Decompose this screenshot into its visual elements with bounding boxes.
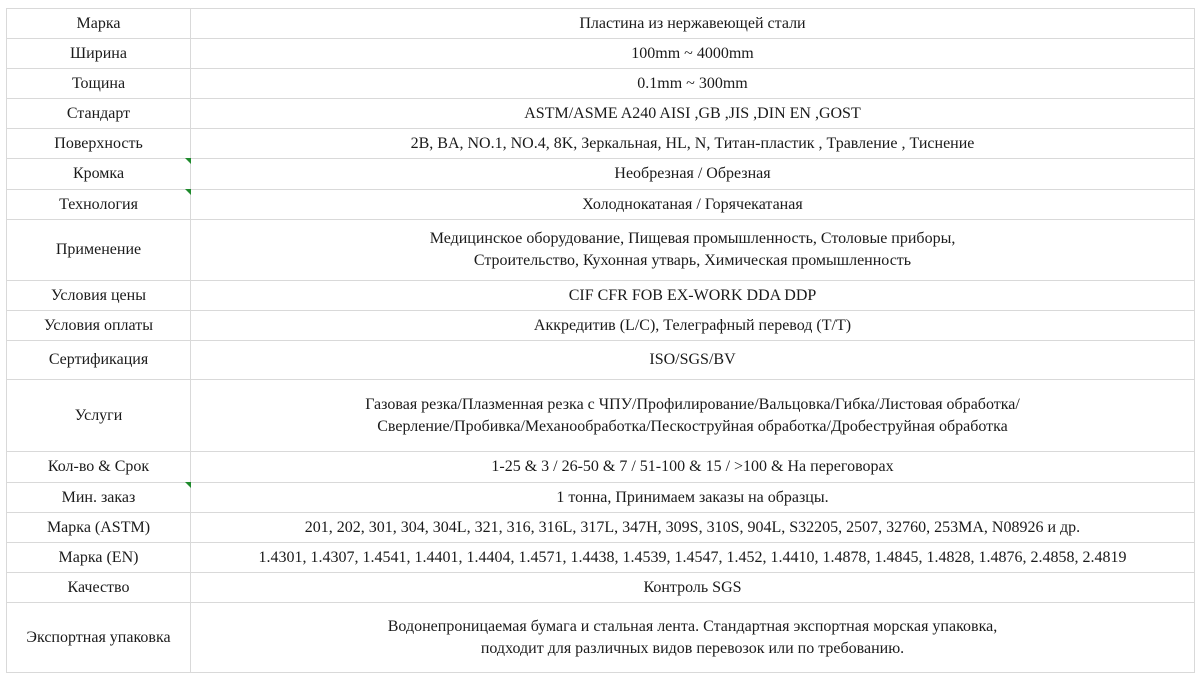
table-row	[7, 452, 1195, 483]
table-row	[7, 69, 1195, 99]
row-label: Ширина	[7, 39, 191, 69]
row-value	[191, 513, 1195, 543]
row-label: Применение	[7, 220, 191, 281]
row-label	[7, 483, 191, 513]
value-line: Строительство, Кухонная утварь, Химическая промышленность	[473, 252, 912, 269]
table-row	[7, 190, 1195, 220]
value-line: Газовая резка/Плазменная резка с ЧПУ/Профилирование/Вальцовка/Гибка/Листовая обработка/	[365, 395, 1020, 413]
row-label-text: Кромка	[72, 165, 125, 182]
row-label: Качество	[7, 573, 191, 603]
spec-table	[6, 8, 1195, 673]
value-line: Сверление/Пробивка/Механообработка/Пескоструйная обработка/Дробеструйная обработка	[377, 417, 1008, 435]
row-label-text: Мин. заказ	[61, 488, 136, 506]
row-value	[191, 483, 1195, 513]
value-line: 100mm ~ 4000mm	[631, 44, 754, 62]
row-value	[191, 9, 1195, 39]
row-value	[191, 543, 1195, 573]
value-line: 201, 202, 301, 304, 304L, 321, 316, 316L, 317L, 347H, 309S, 310S, 904L, S32205, 2507, 32760, 253MA, N08926 и др.	[304, 518, 1081, 536]
row-label: Кол-во & Срок	[7, 452, 191, 483]
row-value	[191, 341, 1195, 380]
table-row	[7, 129, 1195, 159]
value-line: Необрезная / Обрезная	[614, 165, 771, 182]
row-value	[191, 311, 1195, 341]
row-label-text: Технология	[59, 195, 138, 213]
table-row	[7, 483, 1195, 513]
table-row	[7, 39, 1195, 69]
value-line: 1.4301, 1.4307, 1.4541, 1.4401, 1.4404, 1.4571, 1.4438, 1.4539, 1.4547, 1.452, 1.4410, 1.4878, 1.4845, 1.4828, 1.4876, 2.4858, 2.4819	[258, 548, 1127, 566]
value-line: Холоднокатаная / Горячекатаная	[582, 195, 803, 213]
row-label: Условия оплаты	[7, 311, 191, 341]
table-row	[7, 311, 1195, 341]
row-value	[191, 69, 1195, 99]
row-label: Экспортная упаковка	[7, 603, 191, 673]
row-label: Поверхность	[7, 129, 191, 159]
value-line: 1 тонна, Принимаем заказы на образцы.	[556, 488, 829, 506]
value-line: ASTM/ASME A240 AISI ,GB ,JIS ,DIN EN ,GOST	[524, 104, 861, 122]
table-row	[7, 99, 1195, 129]
row-label	[7, 159, 191, 190]
row-value	[191, 159, 1195, 190]
table-row	[7, 159, 1195, 190]
value-line: 2B, BA, NO.1, NO.4, 8K, Зеркальная, HL, N, Титан-пластик , Травление , Тиснение	[410, 134, 975, 152]
value-line: Водонепроницаемая бумага и стальная лента. Стандартная экспортная морская упаковка,	[387, 617, 998, 635]
table-row	[7, 603, 1195, 673]
row-value	[191, 220, 1195, 281]
table-row	[7, 220, 1195, 281]
value-line: Медицинское оборудование, Пищевая промышленность, Столовые приборы,	[429, 230, 956, 247]
table-row	[7, 573, 1195, 603]
row-value	[191, 39, 1195, 69]
value-line: Пластина из нержавеющей стали	[579, 14, 806, 32]
table-row	[7, 543, 1195, 573]
row-label: Услуги	[7, 380, 191, 452]
row-value	[191, 281, 1195, 311]
table-row	[7, 513, 1195, 543]
value-line: подходит для различных видов перевозок или по требованию.	[480, 639, 905, 657]
value-line: CIF CFR FOB EX-WORK DDA DDP	[568, 286, 817, 304]
table-row	[7, 281, 1195, 311]
row-label: Марка (ASTM)	[7, 513, 191, 543]
row-value	[191, 99, 1195, 129]
row-value	[191, 603, 1195, 673]
row-label: Марка (EN)	[7, 543, 191, 573]
row-value	[191, 573, 1195, 603]
row-value	[191, 190, 1195, 220]
table-row	[7, 341, 1195, 380]
row-value	[191, 380, 1195, 452]
row-label	[7, 190, 191, 220]
row-label: Тощина	[7, 69, 191, 99]
table-row	[7, 9, 1195, 39]
row-label: Стандарт	[7, 99, 191, 129]
value-line: ISO/SGS/BV	[649, 351, 736, 368]
value-line: Контроль SGS	[643, 578, 742, 596]
row-label: Сертификация	[7, 341, 191, 380]
table-row	[7, 380, 1195, 452]
value-line: 1-25 & 3 / 26-50 & 7 / 51-100 & 15 / >100 & На переговорах	[491, 458, 894, 475]
row-label: Марка	[7, 9, 191, 39]
row-value	[191, 129, 1195, 159]
row-value	[191, 452, 1195, 483]
value-line: 0.1mm ~ 300mm	[637, 74, 748, 92]
row-label: Условия цены	[7, 281, 191, 311]
value-line: Аккредитив (L/C), Телеграфный перевод (T/T)	[533, 316, 852, 334]
